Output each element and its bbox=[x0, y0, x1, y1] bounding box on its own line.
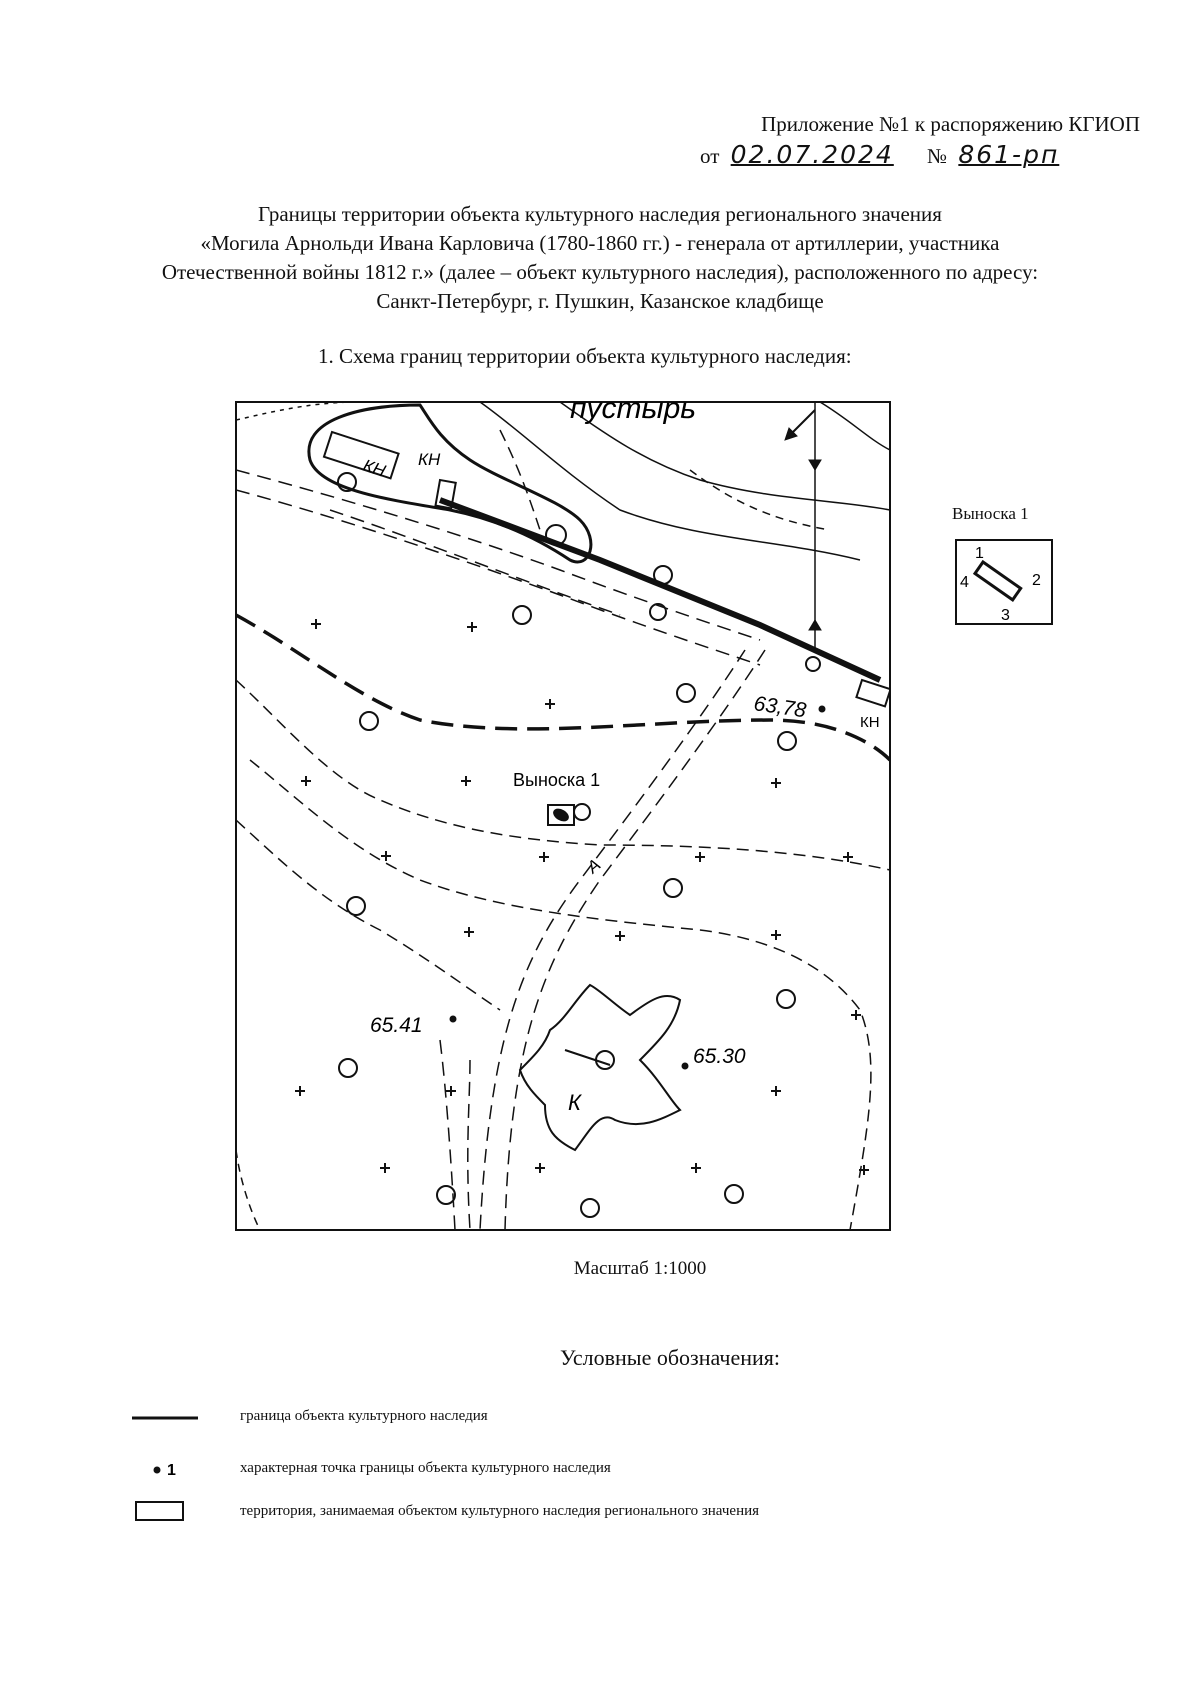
path-line bbox=[505, 650, 765, 1230]
order-number: 861-рп bbox=[958, 140, 1060, 169]
elevation-label: 63,78 bbox=[752, 692, 808, 723]
legend-boundary-text: граница объекта культурного наследия bbox=[240, 1408, 488, 1424]
chapel-center-mark bbox=[596, 1051, 614, 1069]
contour-line bbox=[236, 820, 500, 1010]
legend-title: Условные обозначения: bbox=[559, 1345, 781, 1370]
title-line-3: Отечественной войны 1812 г.» (далее – объект культурного наследия), расположенного по адресу: bbox=[161, 260, 1039, 284]
legend-territory-symbol bbox=[136, 1502, 183, 1520]
legend-point-text: характерная точка границы объекта культурного наследия bbox=[240, 1460, 611, 1476]
section-heading: 1. Схема границ территории объекта культурного наследия: bbox=[318, 344, 852, 368]
kn-building bbox=[856, 680, 890, 706]
map-partial-word: пустырь bbox=[570, 392, 697, 425]
legend-point-symbol bbox=[154, 1467, 161, 1474]
contour-line bbox=[236, 1150, 260, 1230]
contour-line bbox=[820, 402, 890, 450]
map-scale: Масштаб 1:1000 bbox=[573, 1258, 707, 1279]
callout-monument bbox=[975, 562, 1021, 600]
callout-point-label: 2 bbox=[1032, 572, 1041, 589]
path-line bbox=[468, 1060, 470, 1230]
kn-label: КН bbox=[860, 714, 880, 731]
arrow-line bbox=[790, 410, 815, 435]
path-line bbox=[480, 650, 745, 1230]
callout-point-label: 4 bbox=[960, 574, 969, 591]
elevation-point bbox=[819, 706, 825, 712]
callout-point-label: 1 bbox=[975, 545, 984, 562]
order-date: 02.07.2024 bbox=[730, 140, 894, 169]
date-prefix: от bbox=[700, 144, 720, 168]
boundary-line bbox=[440, 500, 880, 680]
road-line bbox=[236, 490, 760, 665]
elevation-label: 65.41 bbox=[370, 1014, 423, 1037]
arrow-head bbox=[809, 620, 821, 630]
callout-point-label: 3 bbox=[1001, 607, 1010, 624]
arrow-head bbox=[809, 460, 821, 470]
title-line-2: «Могила Арнольди Ивана Карловича (1780-1860 гг.) - генерала от артиллерии, участника bbox=[200, 231, 1000, 255]
legend-territory-text: территория, занимаемая объектом культурного наследия регионального значения bbox=[240, 1503, 760, 1519]
appendix-header: Приложение №1 к распоряжению КГИОП bbox=[761, 112, 1140, 136]
map-callout-label: Выноска 1 bbox=[513, 770, 601, 790]
chapel-label: К bbox=[568, 1090, 581, 1115]
elevation-point bbox=[682, 1063, 688, 1069]
road-line bbox=[236, 470, 760, 640]
title-line-4: Санкт-Петербург, г. Пушкин, Казанское кладбище bbox=[376, 289, 824, 313]
path-label: А bbox=[583, 855, 605, 878]
kn-label: КН bbox=[360, 455, 388, 481]
legend-point-number: 1 bbox=[167, 1462, 176, 1479]
title-line-1: Границы территории объекта культурного наследия регионального значения bbox=[258, 202, 942, 226]
elevation-point bbox=[450, 1016, 456, 1022]
chapel-center-mark bbox=[565, 1050, 610, 1065]
callout-title: Выноска 1 bbox=[952, 504, 1029, 523]
monument-mark bbox=[552, 807, 571, 824]
number-prefix: № bbox=[927, 144, 948, 168]
elevation-label: 65.30 bbox=[693, 1045, 746, 1068]
kn-label: КН bbox=[418, 450, 441, 469]
